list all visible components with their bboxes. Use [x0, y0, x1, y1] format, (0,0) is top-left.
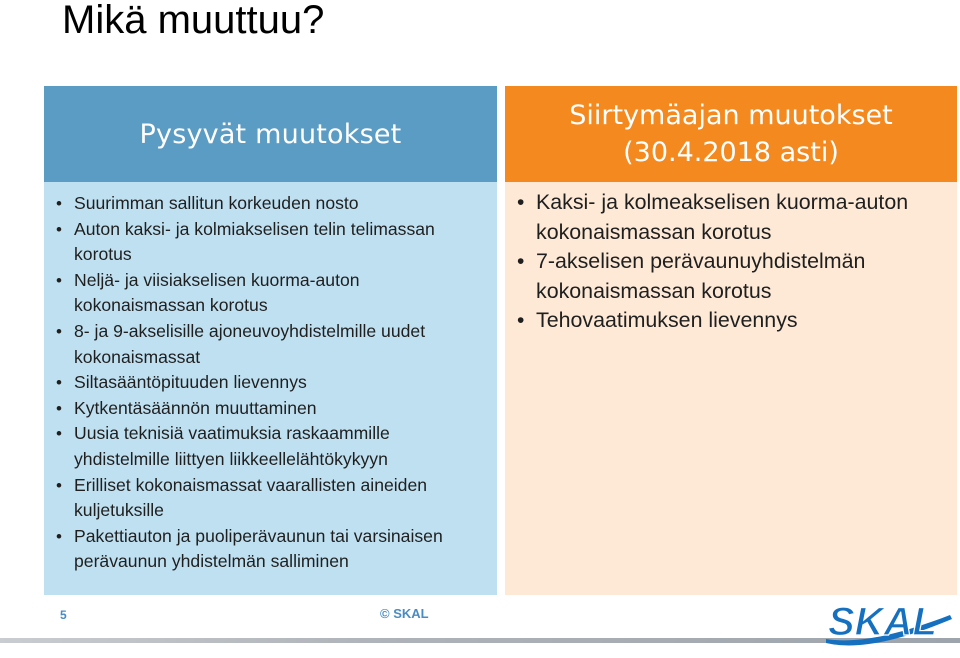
list-item: • Erilliset kokonaismassat vaarallisten aineiden kuljetuksille: [56, 473, 487, 524]
list-item: • 8- ja 9-akselisille ajoneuvoyhdistelmille uudet kokonaismassat: [56, 319, 487, 370]
transition-changes-panel: [505, 86, 957, 595]
permanent-changes-panel: [44, 86, 497, 595]
skal-logo-icon: [818, 595, 954, 655]
transition-heading-line2: (30.4.2018 asti): [623, 137, 839, 168]
transition-changes-list: [505, 182, 957, 336]
list-item: • Pakettiauton ja puoliperävaunun tai varsinaisen perävaunun yhdistelmän salliminen: [56, 524, 487, 575]
permanent-changes-heading: Pysyvät muutokset: [139, 118, 402, 150]
page-number: 5: [60, 608, 67, 622]
list-item: • Neljä- ja viisiakselisen kuorma-auton kokonaismassan korotus: [56, 268, 487, 319]
list-item: • Uusia teknisiä vaatimuksia raskaammille yhdistelmille liittyen liikkeellelähtökykyyn: [56, 421, 487, 472]
footer-divider: [0, 638, 960, 643]
list-item: • Tehovaatimuksen lievennys: [517, 306, 947, 336]
copyright-notice: © SKAL: [380, 606, 429, 621]
slide-title: Mikä muuttuu?: [62, 0, 325, 42]
list-item: • Kytkentäsäännön muuttaminen: [56, 396, 487, 422]
transition-changes-heading: [569, 97, 892, 171]
svg-text:SKAL: SKAL: [828, 600, 937, 644]
list-item: • Kaksi- ja kolmeakselisen kuorma-auton kokonaismassan korotus: [517, 188, 947, 247]
transition-heading-line1: Siirtymäajan muutokset: [569, 100, 893, 131]
list-item: • Siltasääntöpituuden lievennys: [56, 370, 487, 396]
permanent-changes-list: [44, 182, 497, 575]
list-item: • Auton kaksi- ja kolmiakselisen telin telimassan korotus: [56, 217, 487, 268]
list-item: • Suurimman sallitun korkeuden nosto: [56, 191, 487, 217]
transition-changes-header: [505, 86, 957, 182]
list-item: • 7-akselisen perävaunuyhdistelmän kokonaismassan korotus: [517, 247, 947, 306]
permanent-changes-header: [44, 86, 497, 182]
